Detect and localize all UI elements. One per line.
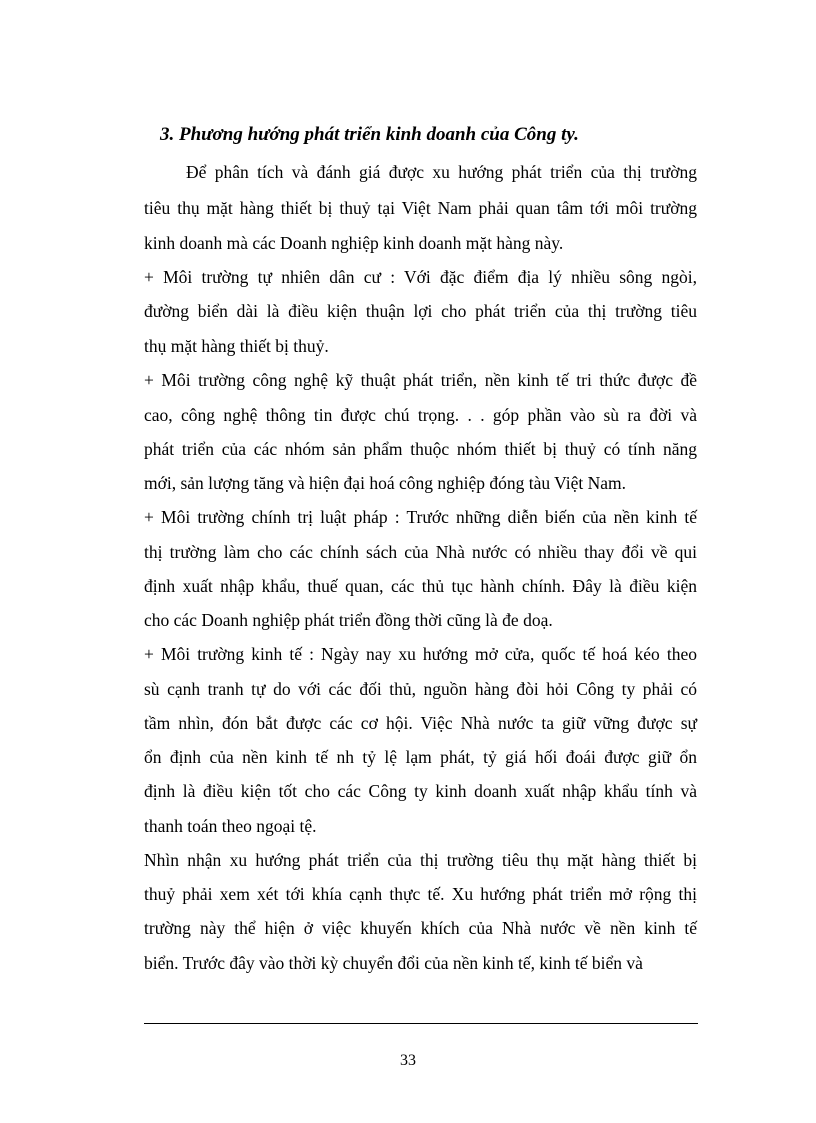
body-line: biển. Trước đây vào thời kỳ chuyển đổi của nền kinh tế, kinh tế biển và xyxy=(144,953,643,973)
body-line: + Môi trường kinh tế : Ngày nay xu hướng mở cửa, quốc tế hoá kéo theo xyxy=(144,644,697,664)
body-line: Nhìn nhận xu hướng phát triển của thị trường tiêu thụ mặt hàng thiết bị xyxy=(144,850,697,870)
body-line: thụ mặt hàng thiết bị thuỷ. xyxy=(144,336,329,356)
body-line: tầm nhìn, đón bắt được các cơ hội. Việc Nhà nước ta giữ vững được sự xyxy=(144,713,697,733)
body-line: trường này thể hiện ở việc khuyến khích của Nhà nước về nền kinh tế xyxy=(144,918,697,938)
body-line: ổn định của nền kinh tế nh tỷ lệ lạm phát, tỷ giá hối đoái được giữ ổn xyxy=(144,747,697,767)
body-line: thanh toán theo ngoại tệ. xyxy=(144,816,317,836)
page-number: 33 xyxy=(400,1052,416,1069)
body-line: sù cạnh tranh tự do với các đối thủ, nguồn hàng đòi hỏi Công ty phải có xyxy=(144,679,697,699)
body-line: kinh doanh mà các Doanh nghiệp kinh doanh mặt hàng này. xyxy=(144,233,564,253)
body-line: phát triển của các nhóm sản phẩm thuộc nhóm thiết bị thuỷ có tính năng xyxy=(144,439,697,459)
body-line: + Môi trường công nghệ kỹ thuật phát triển, nền kinh tế tri thức được đề xyxy=(144,370,697,390)
body-line: thị trường làm cho các chính sách của Nhà nước có nhiều thay đổi về qui xyxy=(144,542,697,562)
body-line: cho các Doanh nghiệp phát triển đồng thời cũng là đe doạ. xyxy=(144,610,553,630)
body-line: định xuất nhập khẩu, thuế quan, các thủ tục hành chính. Đây là điều kiện xyxy=(144,576,697,596)
body-line: mới, sản lượng tăng và hiện đại hoá công nghiệp đóng tàu Việt Nam. xyxy=(144,473,627,493)
body-line: cao, công nghệ thông tin được chú trọng. . . góp phần vào sù ra đời và xyxy=(144,405,697,425)
footer-divider xyxy=(144,1023,698,1024)
body-line: thuỷ phải xem xét tới khía cạnh thực tế. Xu hướng phát triển mở rộng thị xyxy=(144,884,697,904)
body-line: tiêu thụ mặt hàng thiết bị thuỷ tại Việt Nam phải quan tâm tới môi trường xyxy=(144,198,697,218)
body-line: + Môi trường tự nhiên dân cư : Với đặc điểm địa lý nhiều sông ngòi, xyxy=(144,267,697,287)
body-line: + Môi trường chính trị luật pháp : Trước những diễn biến của nền kinh tế xyxy=(144,507,697,527)
body-line: đường biển dài là điều kiện thuận lợi cho phát triển của thị trường tiêu xyxy=(144,301,697,321)
section-heading: 3. Phương hướng phát triển kinh doanh của Công ty. xyxy=(160,124,579,145)
body-line: Để phân tích và đánh giá được xu hướng phát triển của thị trường xyxy=(186,162,697,182)
body-line: định là điều kiện tốt cho các Công ty kinh doanh xuất nhập khẩu tính và xyxy=(144,781,697,801)
